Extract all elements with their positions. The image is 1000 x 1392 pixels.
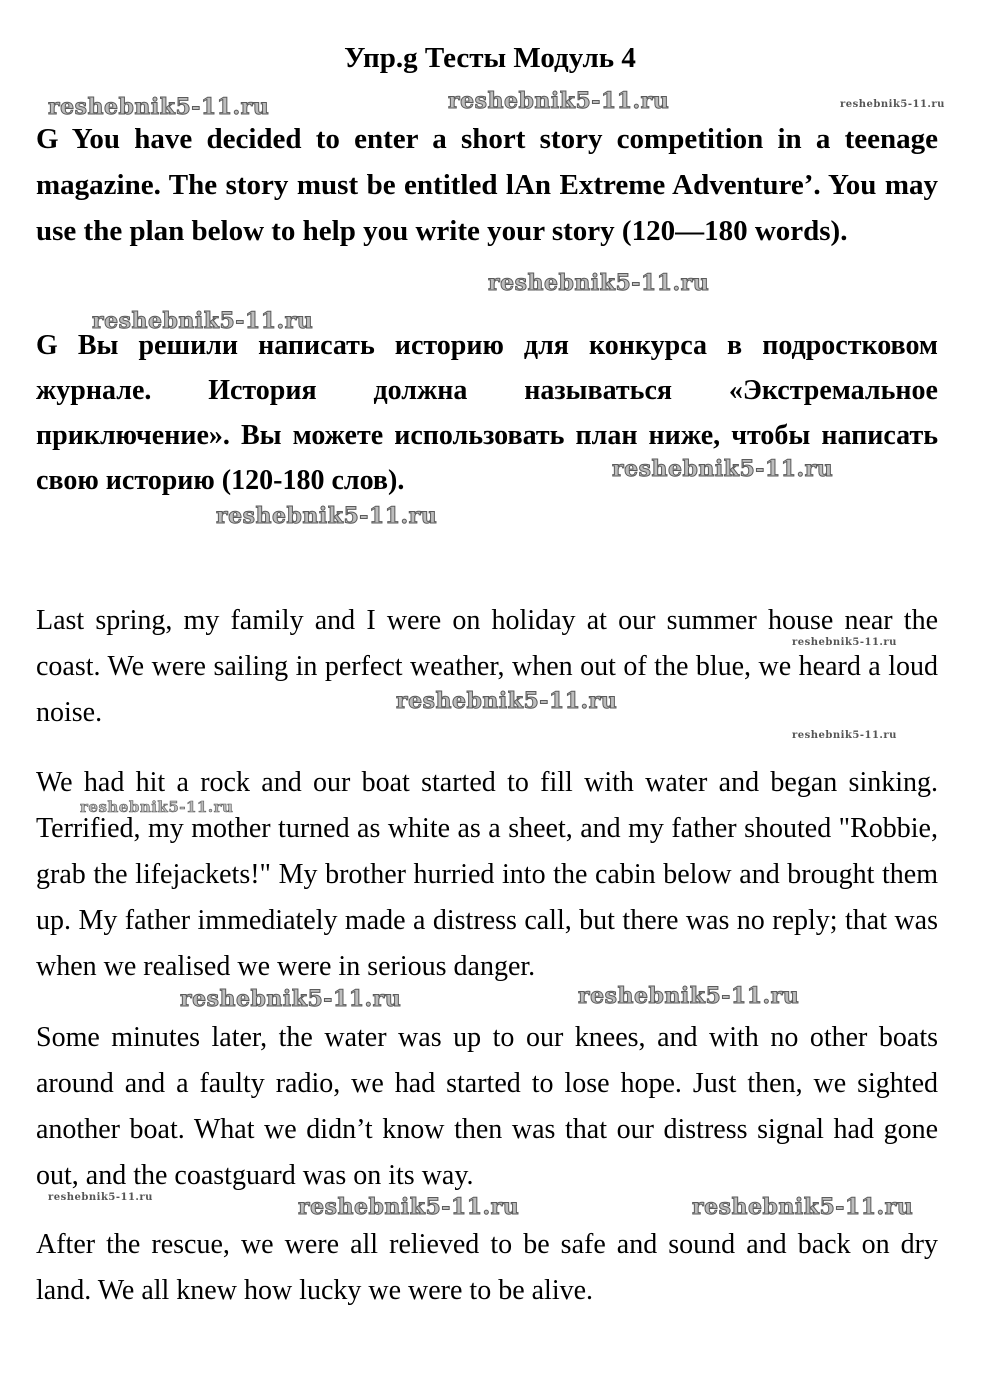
- watermark: reshebnik5-11.ru: [792, 637, 897, 648]
- watermark: reshebnik5-11.ru: [48, 1192, 153, 1203]
- watermark: reshebnik5-11.ru: [92, 308, 314, 334]
- watermark: reshebnik5-11.ru: [578, 983, 800, 1009]
- watermark: reshebnik5-11.ru: [488, 270, 710, 296]
- watermark: reshebnik5-11.ru: [396, 688, 618, 714]
- watermark: reshebnik5-11.ru: [448, 88, 670, 114]
- watermark: reshebnik5-11.ru: [298, 1194, 520, 1220]
- story-paragraph-2: We had hit a rock and our boat started to fill with water and began sinking. Terrified, my mother turned as white as a sheet, and my father shouted "Robbie, grab the lifejackets!" My brother hurried into the cabin below and brought them up. My father immediately made a distress call, but there was no reply; that was when we realised we were in serious danger.: [36, 767, 938, 982]
- story-paragraph-4: After the rescue, we were all relieved to be safe and sound and back on dry land. We all knew how lucky we were to be alive.: [36, 1229, 938, 1306]
- watermark: reshebnik5-11.ru: [180, 986, 402, 1012]
- watermark: reshebnik5-11.ru: [792, 730, 897, 741]
- page-title: Упр.g Тесты Модуль 4: [344, 42, 636, 74]
- watermark: reshebnik5-11.ru: [48, 94, 270, 120]
- story-paragraph-3: Some minutes later, the water was up to our knees, and with no other boats around and a faulty radio, we had started to lose hope. Just then, we sighted another boat. What we didn’t know then was that our distress signal had gone out, and the coastguard was on its way.: [36, 1022, 938, 1191]
- watermark: reshebnik5-11.ru: [840, 99, 945, 110]
- task-russian: G Вы решили написать историю для конкурса в подростковом журнале. История должна называться «Экстремальное приключение». Вы можете использовать план ниже, чтобы написать свою историю (120-180 слов).: [36, 330, 938, 496]
- watermark: reshebnik5-11.ru: [80, 798, 234, 816]
- watermark: reshebnik5-11.ru: [612, 456, 834, 482]
- task-english: G You have decided to enter a short story competition in a teenage magazine. The story must be entitled lAn Extreme Adventure’. You may use the plan below to help you write your story (120—180 words).: [36, 123, 938, 247]
- watermark: reshebnik5-11.ru: [692, 1194, 914, 1220]
- watermark: reshebnik5-11.ru: [216, 503, 438, 529]
- story-paragraph-1: Last spring, my family and I were on holiday at our summer house near the coast. We were sailing in perfect weather, when out of the blue, we heard a loud noise.: [36, 605, 938, 728]
